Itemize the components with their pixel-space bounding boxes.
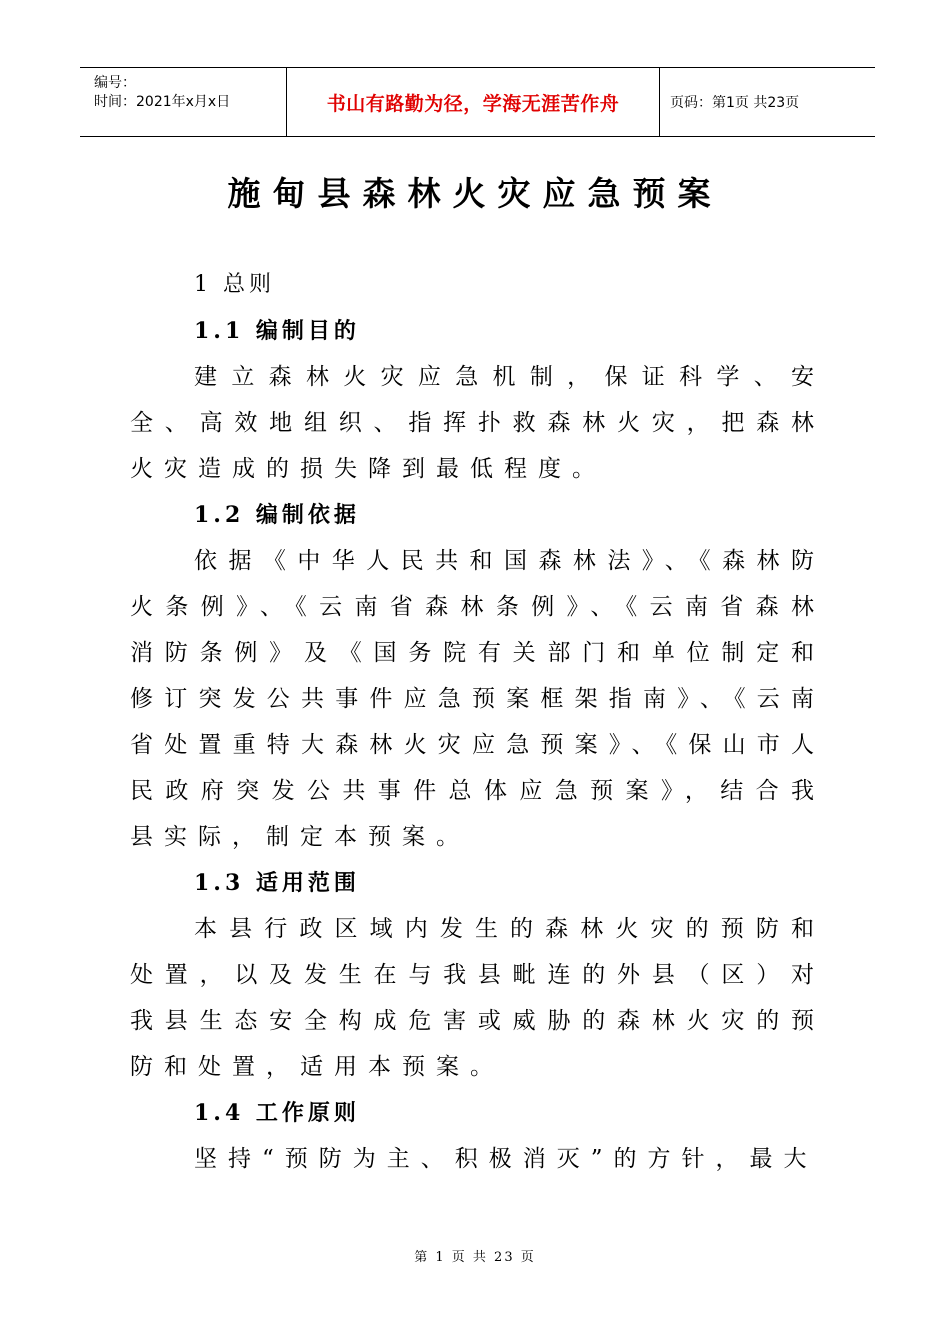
header-slogan-cell bbox=[286, 68, 660, 136]
document-time-label: 时间：2021年x月x日 bbox=[94, 94, 231, 110]
section-heading-1-4: 1.4 工作原则 bbox=[194, 1100, 360, 1126]
section-heading-1: 1 总则 bbox=[194, 272, 275, 297]
paragraph-1-4: 坚持“预防为主、积极消灭”的方针，最大 bbox=[194, 1146, 818, 1172]
page-footer: 第 1 页 共 23 页 bbox=[414, 1250, 536, 1265]
document-number-label: 编号： bbox=[94, 75, 136, 91]
paragraph-1-1: 建立森林火灾应急机制，保证科学、安全、高效地组织、指挥扑救森林火灾，把森林火灾造成的损失降到最低程度。 bbox=[130, 364, 825, 482]
document-body bbox=[130, 262, 825, 1182]
header-page-label: 页码：第1页 共23页 bbox=[670, 95, 800, 111]
section-heading-1-3: 1.3 适用范围 bbox=[194, 870, 360, 896]
paragraph-1-3: 本县行政区域内发生的森林火灾的预防和处置，以及发生在与我县毗连的外县（区）对我县生态安全构成危害或威胁的森林火灾的预防和处置，适用本预案。 bbox=[130, 916, 825, 1080]
page-header bbox=[80, 67, 875, 137]
paragraph-1-2: 依据《中华人民共和国森林法》、《森林防火条例》、《云南省森林条例》、《云南省森林消防条例》及《国务院有关部门和单位制定和修订突发公共事件应急预案框架指南》、《云南省处置重特大森林火灾应急预案》、《保山市人民政府突发公共事件总体应急预案》，结合我县实际，制定本预案。 bbox=[130, 548, 825, 850]
document-title: 施甸县森林火灾应急预案 bbox=[227, 174, 723, 213]
header-meta bbox=[80, 68, 286, 136]
section-heading-1-1: 1.1 编制目的 bbox=[194, 318, 360, 344]
header-page-cell bbox=[660, 68, 875, 136]
section-heading-1-2: 1.2 编制依据 bbox=[194, 502, 360, 528]
header-slogan: 书山有路勤为径，学海无涯苦作舟 bbox=[326, 92, 620, 115]
